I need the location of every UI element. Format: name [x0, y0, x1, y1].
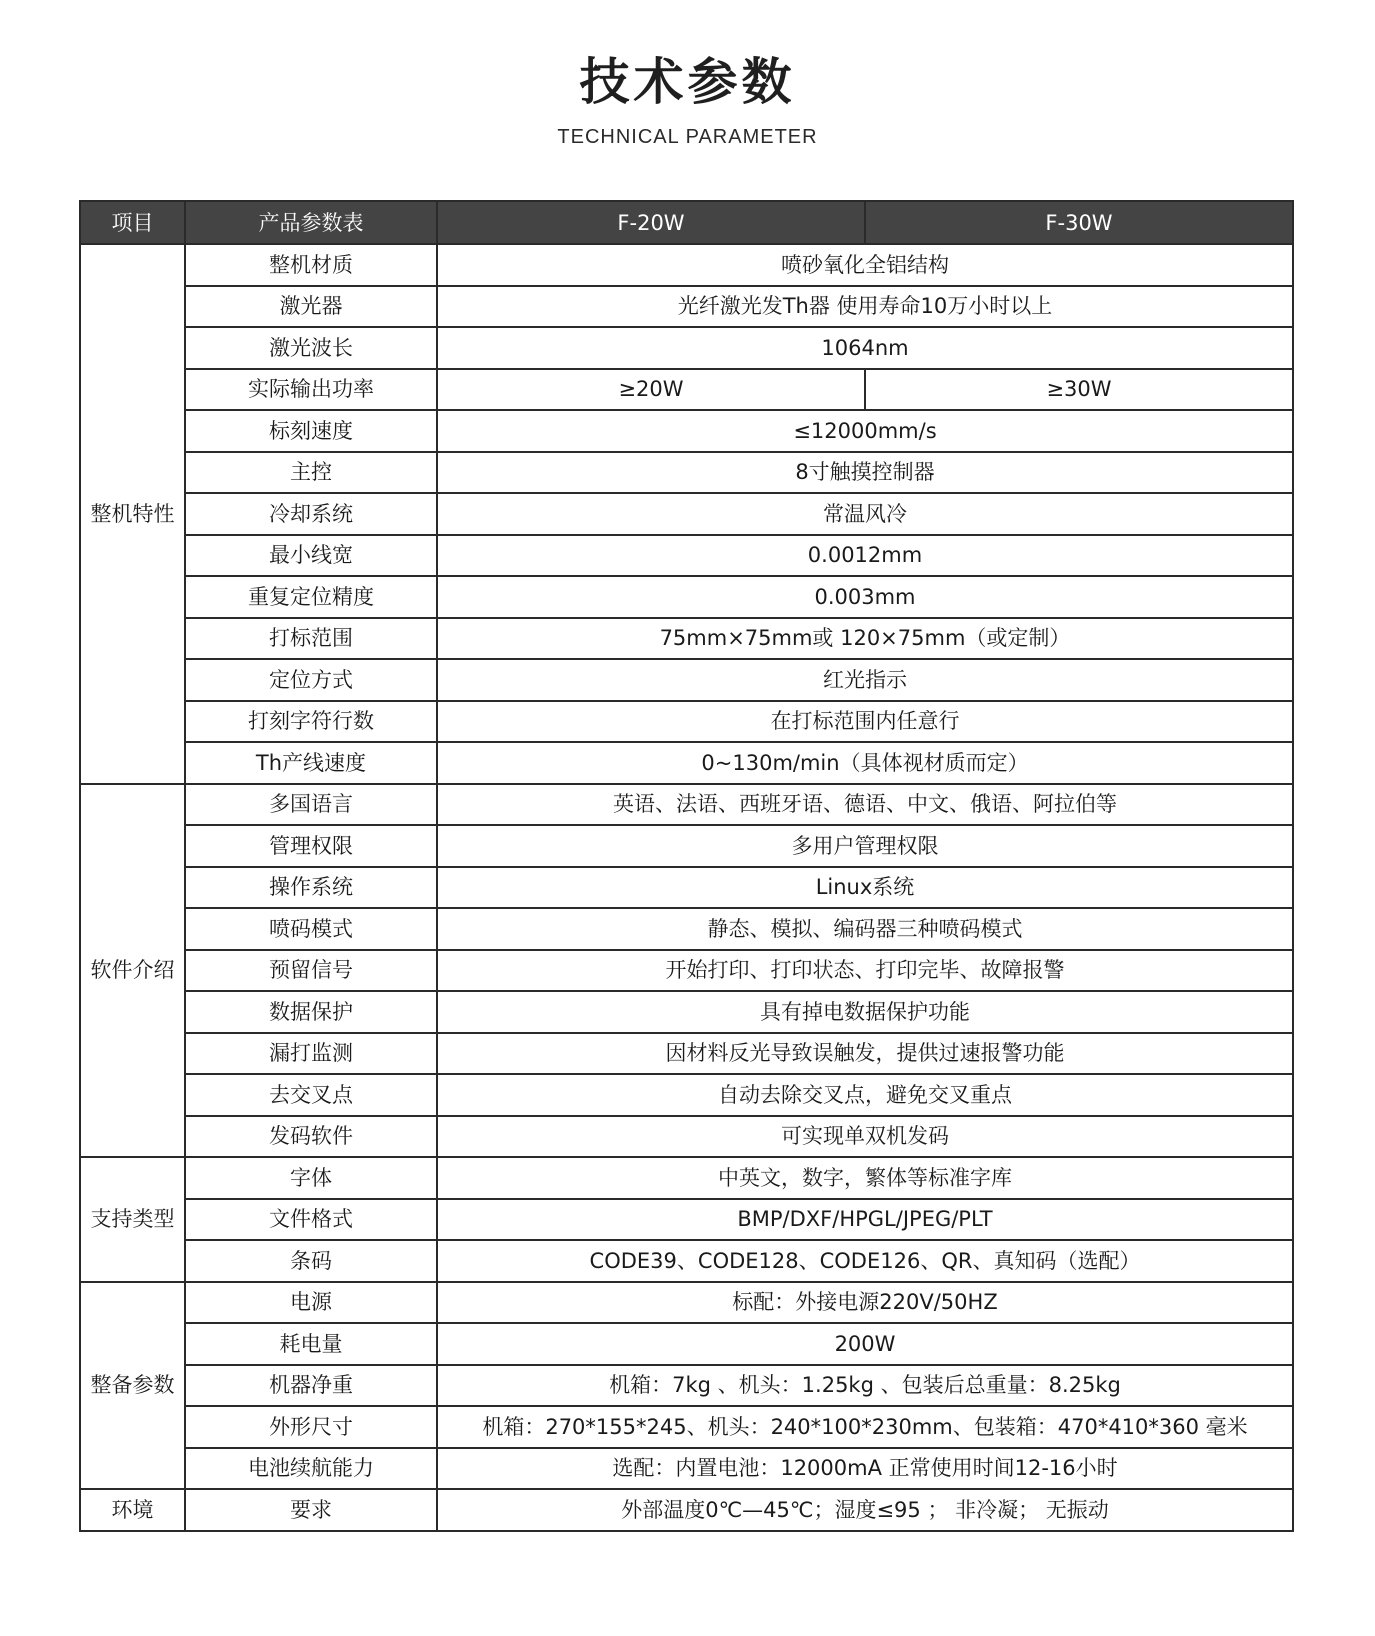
param-name: 字体 [185, 1157, 437, 1199]
table-row [80, 991, 1293, 1033]
param-value: 静态、模拟、编码器三种喷码模式 [437, 908, 1293, 950]
param-value: Linux系统 [437, 867, 1293, 909]
param-name: 激光器 [185, 286, 437, 328]
param-name: 电池续航能力 [185, 1448, 437, 1490]
group-label: 整机特性 [80, 244, 185, 784]
table-row [80, 618, 1293, 660]
table-row [80, 369, 1293, 411]
table-row [80, 1365, 1293, 1407]
param-value: 中英文，数字，繁体等标准字库 [437, 1157, 1293, 1199]
table-row [80, 1033, 1293, 1075]
table-row [80, 576, 1293, 618]
param-value: 具有掉电数据保护功能 [437, 991, 1293, 1033]
param-value: 8寸触摸控制器 [437, 452, 1293, 494]
group-label: 支持类型 [80, 1157, 185, 1282]
group-label: 软件介绍 [80, 784, 185, 1158]
header-model-a: F-20W [437, 201, 865, 244]
table-row [80, 1199, 1293, 1241]
page-subtitle: TECHNICAL PARAMETER [557, 126, 818, 148]
page-title: 技术参数 [579, 52, 796, 111]
param-name: 电源 [185, 1282, 437, 1324]
param-value: CODE39、CODE128、CODE126、QR、真知码（选配） [437, 1240, 1293, 1282]
param-name: 去交叉点 [185, 1074, 437, 1116]
table-row [80, 1074, 1293, 1116]
param-name: 重复定位精度 [185, 576, 437, 618]
param-value: 0~130m/min（具体视材质而定） [437, 742, 1293, 784]
table-row [80, 825, 1293, 867]
param-value: 75mm×75mm或 120×75mm（或定制） [437, 618, 1293, 660]
param-name: 预留信号 [185, 950, 437, 992]
param-name: 要求 [185, 1489, 437, 1531]
table-row [80, 493, 1293, 535]
param-name: 条码 [185, 1240, 437, 1282]
param-value: 因材料反光导致误触发，提供过速报警功能 [437, 1033, 1293, 1075]
table-header-row [80, 201, 1293, 244]
param-name: 实际输出功率 [185, 369, 437, 411]
param-value-model-b: ≥30W [865, 369, 1293, 411]
param-name: 主控 [185, 452, 437, 494]
param-name: 机器净重 [185, 1365, 437, 1407]
param-name: 整机材质 [185, 244, 437, 286]
table-row [80, 1282, 1293, 1324]
param-value: 英语、法语、西班牙语、德语、中文、俄语、阿拉伯等 [437, 784, 1293, 826]
param-value: 200W [437, 1323, 1293, 1365]
param-name: Th产线速度 [185, 742, 437, 784]
table-row [80, 908, 1293, 950]
table-row [80, 1240, 1293, 1282]
param-value: 外部温度0℃—45℃；湿度≤95 ； 非冷凝； 无振动 [437, 1489, 1293, 1531]
param-name: 标刻速度 [185, 410, 437, 452]
param-name: 管理权限 [185, 825, 437, 867]
table-row [80, 1157, 1293, 1199]
table-row [80, 950, 1293, 992]
param-value: 0.0012mm [437, 535, 1293, 577]
header-model-b: F-30W [865, 201, 1293, 244]
param-value: 机箱：270*155*245、机头：240*100*230mm、包装箱：470*410*360 毫米 [437, 1406, 1293, 1448]
param-value: 光纤激光发Th器 使用寿命10万小时以上 [437, 286, 1293, 328]
table-row [80, 452, 1293, 494]
param-name: 冷却系统 [185, 493, 437, 535]
param-name: 喷码模式 [185, 908, 437, 950]
param-name: 多国语言 [185, 784, 437, 826]
param-value: 标配：外接电源220V/50HZ [437, 1282, 1293, 1324]
param-value: 机箱：7kg 、机头：1.25kg 、包装后总重量：8.25kg [437, 1365, 1293, 1407]
table-row [80, 701, 1293, 743]
param-name: 定位方式 [185, 659, 437, 701]
table-row [80, 742, 1293, 784]
param-value: ≤12000mm/s [437, 410, 1293, 452]
param-value: 在打标范围内任意行 [437, 701, 1293, 743]
param-name: 发码软件 [185, 1116, 437, 1158]
header-param: 产品参数表 [185, 201, 437, 244]
table-row [80, 1406, 1293, 1448]
param-name: 外形尺寸 [185, 1406, 437, 1448]
param-name: 数据保护 [185, 991, 437, 1033]
param-name: 打刻字符行数 [185, 701, 437, 743]
param-value: 常温风冷 [437, 493, 1293, 535]
table-row [80, 535, 1293, 577]
param-name: 耗电量 [185, 1323, 437, 1365]
spec-table-body [80, 244, 1293, 1531]
param-name: 最小线宽 [185, 535, 437, 577]
param-value-model-a: ≥20W [437, 369, 865, 411]
param-value: 开始打印、打印状态、打印完毕、故障报警 [437, 950, 1293, 992]
table-row [80, 1116, 1293, 1158]
param-value: 多用户管理权限 [437, 825, 1293, 867]
header-group: 项目 [80, 201, 185, 244]
table-row [80, 1323, 1293, 1365]
param-value: 选配：内置电池：12000mA 正常使用时间12-16小时 [437, 1448, 1293, 1490]
param-value: 可实现单双机发码 [437, 1116, 1293, 1158]
param-name: 操作系统 [185, 867, 437, 909]
table-row [80, 244, 1293, 286]
spec-table [79, 200, 1294, 1532]
param-value: 喷砂氧化全铝结构 [437, 244, 1293, 286]
table-row [80, 410, 1293, 452]
table-row [80, 286, 1293, 328]
param-value: BMP/DXF/HPGL/JPEG/PLT [437, 1199, 1293, 1241]
param-name: 文件格式 [185, 1199, 437, 1241]
group-label: 整备参数 [80, 1282, 185, 1490]
table-row [80, 327, 1293, 369]
table-row [80, 659, 1293, 701]
table-row [80, 867, 1293, 909]
table-row [80, 1448, 1293, 1490]
param-name: 漏打监测 [185, 1033, 437, 1075]
table-row [80, 1489, 1293, 1531]
param-name: 激光波长 [185, 327, 437, 369]
param-value: 自动去除交叉点，避免交叉重点 [437, 1074, 1293, 1116]
param-value: 红光指示 [437, 659, 1293, 701]
group-label: 环境 [80, 1489, 185, 1531]
table-row [80, 784, 1293, 826]
param-value: 1064nm [437, 327, 1293, 369]
param-name: 打标范围 [185, 618, 437, 660]
param-value: 0.003mm [437, 576, 1293, 618]
